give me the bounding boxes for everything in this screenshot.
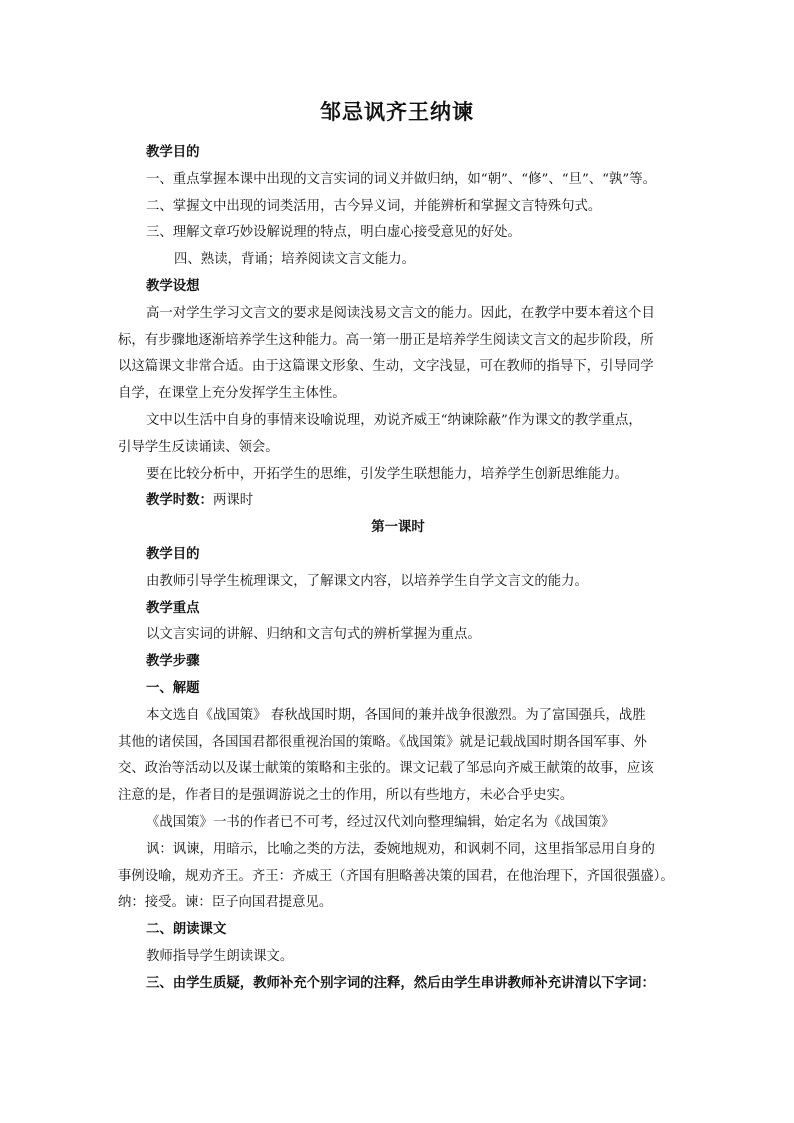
paragraph-line: 自学，在课堂上充分发挥学生主体性。 [118, 386, 346, 402]
paragraph-line: 事例设喻，规劝齐王。齐王：齐威王（齐国有胆略善决策的国君，在他治理下，齐国很强盛）。 [118, 868, 674, 884]
paragraph-line: 讽：讽谏，用暗示，比喻之类的方法，委婉地规劝，和讽刺不同，这里指邹忌用自身的 [146, 841, 655, 857]
paragraph-line: 标，有步骤地逐渐培养学生这种能力。高一第一册正是培养学生阅读文言文的起步阶段，所 [118, 332, 654, 348]
paragraph-line: 以这篇课文非常合适。由于这篇课文形象、生动，文字浅显，可在教师的指导下，引导同学 [118, 359, 654, 375]
paragraph-line: 一、重点掌握本课中出现的文言实词的词义并做归纳，如“朝”、“修”、“旦”、“孰”等。 [146, 171, 657, 187]
section-heading: 二、朗读课文 [146, 922, 227, 938]
paragraph-line: 注意的是，作者目的是强调游说之士的作用，所以有些地方，未必合乎史实。 [118, 788, 574, 804]
lesson-period-heading: 第一课时 [371, 520, 425, 536]
paragraph-line: 二、掌握文中出现的词类活用，古今异义词，并能辨析和掌握文言特殊句式。 [146, 198, 602, 214]
paragraph-line: 本文选自《战国策》 春秋战国时期，各国间的兼并战争很激烈。为了富国强兵，战胜 [146, 707, 646, 723]
paragraph-line: 交、政治等活动以及谋士献策的策略和主张的。课文记载了邹忌向齐威王献策的故事，应该 [118, 761, 654, 777]
document-title: 邹忌讽齐王纳谏 [320, 100, 474, 124]
section-heading: 教学步骤 [146, 654, 200, 670]
paragraph-line: 文中以生活中自身的事情来设喻说理，劝说齐威王“纳谏除蔽”作为课文的教学重点， [146, 412, 642, 428]
paragraph-line: 教师指导学生朗读课文。 [146, 948, 294, 964]
paragraph-line: 四、熟读，背诵；培养阅读文言文能力。 [174, 252, 416, 268]
section-heading: 教学目的 [146, 546, 200, 562]
section-heading: 教学重点 [146, 600, 200, 616]
paragraph-line: 三、理解文章巧妙设解说理的特点，明白虚心接受意见的好处。 [146, 225, 521, 241]
teaching-hours-value: 两课时 [212, 493, 254, 509]
paragraph-line: 要在比较分析中，开拓学生的思维，引发学生联想能力，培养学生创新思维能力。 [146, 466, 629, 482]
section-heading: 教学目的 [146, 145, 200, 160]
paragraph-line: 以文言实词的讲解、归纳和文言句式的辨析掌握为重点。 [146, 627, 481, 643]
section-heading: 三、由学生质疑，教师补充个别字词的注释，然后由学生串讲教师补充讲清以下字词： [146, 975, 655, 991]
teaching-hours-line [118, 488, 678, 515]
teaching-hours-label: 教学时数： [146, 493, 213, 509]
paragraph-line: 由教师引导学生梳理课文，了解课文内容，以培养学生自学文言文的能力。 [146, 573, 588, 589]
paragraph-line: 其他的诸侯国，各国国君都很重视治国的策略。《战国策》就是记载战国时期各国军事、外 [118, 734, 647, 750]
section-heading: 教学设想 [146, 278, 200, 294]
paragraph-line: 引导学生反读诵读、领会。 [118, 439, 279, 455]
paragraph-line: 高一对学生学习文言文的要求是阅读浅易文言文的能力。因此，在教学中要本着这个目 [146, 305, 655, 321]
paragraph-line: 纳：接受。谏：臣子向国君提意见。 [118, 895, 333, 911]
section-heading: 一、解题 [146, 680, 200, 696]
document-body [118, 140, 678, 998]
paragraph-line: 《战国策》一书的作者已不可考，经过汉代刘向整理编辑，始定名为《战国策》 [146, 814, 615, 830]
